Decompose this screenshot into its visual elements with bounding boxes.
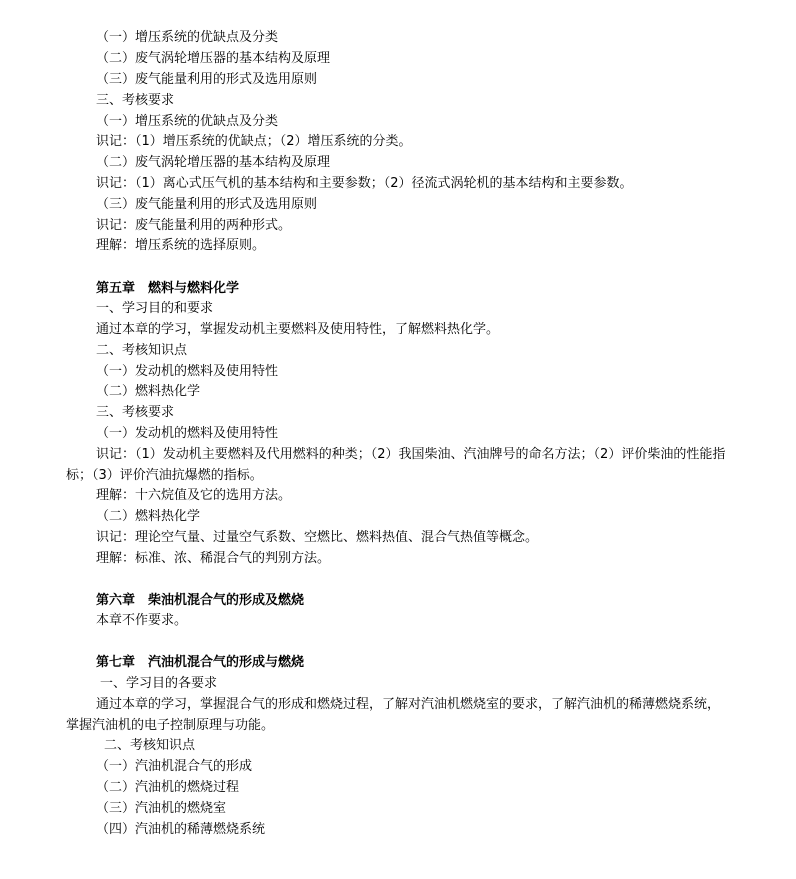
memorize-line: 识记：废气能量利用的两种形式。 (96, 218, 292, 233)
understand-line: 理解：标准、浓、稀混合气的判别方法。 (96, 551, 331, 566)
section-heading-objectives: 一、学习目的各要求 (100, 676, 218, 691)
sub-item-supercharging-pros-cons: （一）增压系统的优缺点及分类 (96, 114, 279, 129)
section-heading-assessment-requirements: 三、考核要求 (96, 93, 175, 108)
sub-item-fuel-properties: （一）发动机的燃料及使用特性 (96, 426, 279, 441)
chapter-heading-6: 第六章 柴油机混合气的形成及燃烧 (96, 593, 305, 608)
chapter-heading-7: 第七章 汽油机混合气的形成与燃烧 (96, 655, 305, 670)
memorize-line-continued: 标；（3）评价汽油抗爆燃的指标。 (66, 468, 263, 483)
paragraph: 通过本章的学习，掌握发动机主要燃料及使用特性，了解燃料热化学。 (96, 322, 500, 337)
memorize-line: 识记：理论空气量、过量空气系数、空燃比、燃料热值、混合气热值等概念。 (96, 530, 539, 545)
sub-item-combustion-process: （二）汽油机的燃烧过程 (96, 780, 240, 795)
sub-item-exhaust-energy-use: （三）废气能量利用的形式及选用原则 (96, 197, 318, 212)
sub-item-fuel-thermochemistry: （二）燃料热化学 (96, 509, 201, 524)
section-heading-knowledge-points: 二、考核知识点 (96, 343, 188, 358)
sub-item-combustion-chamber: （三）汽油机的燃烧室 (96, 801, 227, 816)
section-heading-knowledge-points: 二、考核知识点 (104, 738, 196, 753)
sub-item-turbocharger-structure: （二）废气涡轮增压器的基本结构及原理 (96, 51, 331, 66)
section-heading-assessment-requirements: 三、考核要求 (96, 405, 175, 420)
sub-item-exhaust-energy-use: （三）废气能量利用的形式及选用原则 (96, 72, 318, 87)
sub-item-fuel-properties: （一）发动机的燃料及使用特性 (96, 364, 279, 379)
sub-item-supercharging-pros-cons: （一）增压系统的优缺点及分类 (96, 30, 279, 45)
section-heading-objectives: 一、学习目的和要求 (96, 301, 214, 316)
sub-item-fuel-thermochemistry: （二）燃料热化学 (96, 384, 201, 399)
memorize-line: 识记：（1）增压系统的优缺点；（2）增压系统的分类。 (96, 134, 412, 149)
understand-line: 理解：十六烷值及它的选用方法。 (96, 488, 292, 503)
sub-item-turbocharger-structure: （二）废气涡轮增压器的基本结构及原理 (96, 155, 331, 170)
sub-item-lean-burn-system: （四）汽油机的稀薄燃烧系统 (96, 822, 266, 837)
paragraph: 通过本章的学习，掌握混合气的形成和燃烧过程，了解对汽油机燃烧室的要求，了解汽油机的稀薄燃烧系统， (96, 697, 721, 712)
paragraph-continued: 掌握汽油机的电子控制原理与功能。 (66, 718, 275, 733)
chapter-heading-5: 第五章 燃料与燃料化学 (96, 281, 240, 296)
understand-line: 理解：增压系统的选择原则。 (96, 238, 266, 253)
memorize-line: 识记：（1）发动机主要燃料及代用燃料的种类；（2）我国柴油、汽油牌号的命名方法；（2）评价柴油的性能指 (96, 447, 726, 462)
paragraph: 本章不作要求。 (96, 613, 188, 628)
sub-item-mixture-formation: （一）汽油机混合气的形成 (96, 759, 253, 774)
memorize-line: 识记：（1）离心式压气机的基本结构和主要参数；（2）径流式涡轮机的基本结构和主要参数。 (96, 176, 633, 191)
